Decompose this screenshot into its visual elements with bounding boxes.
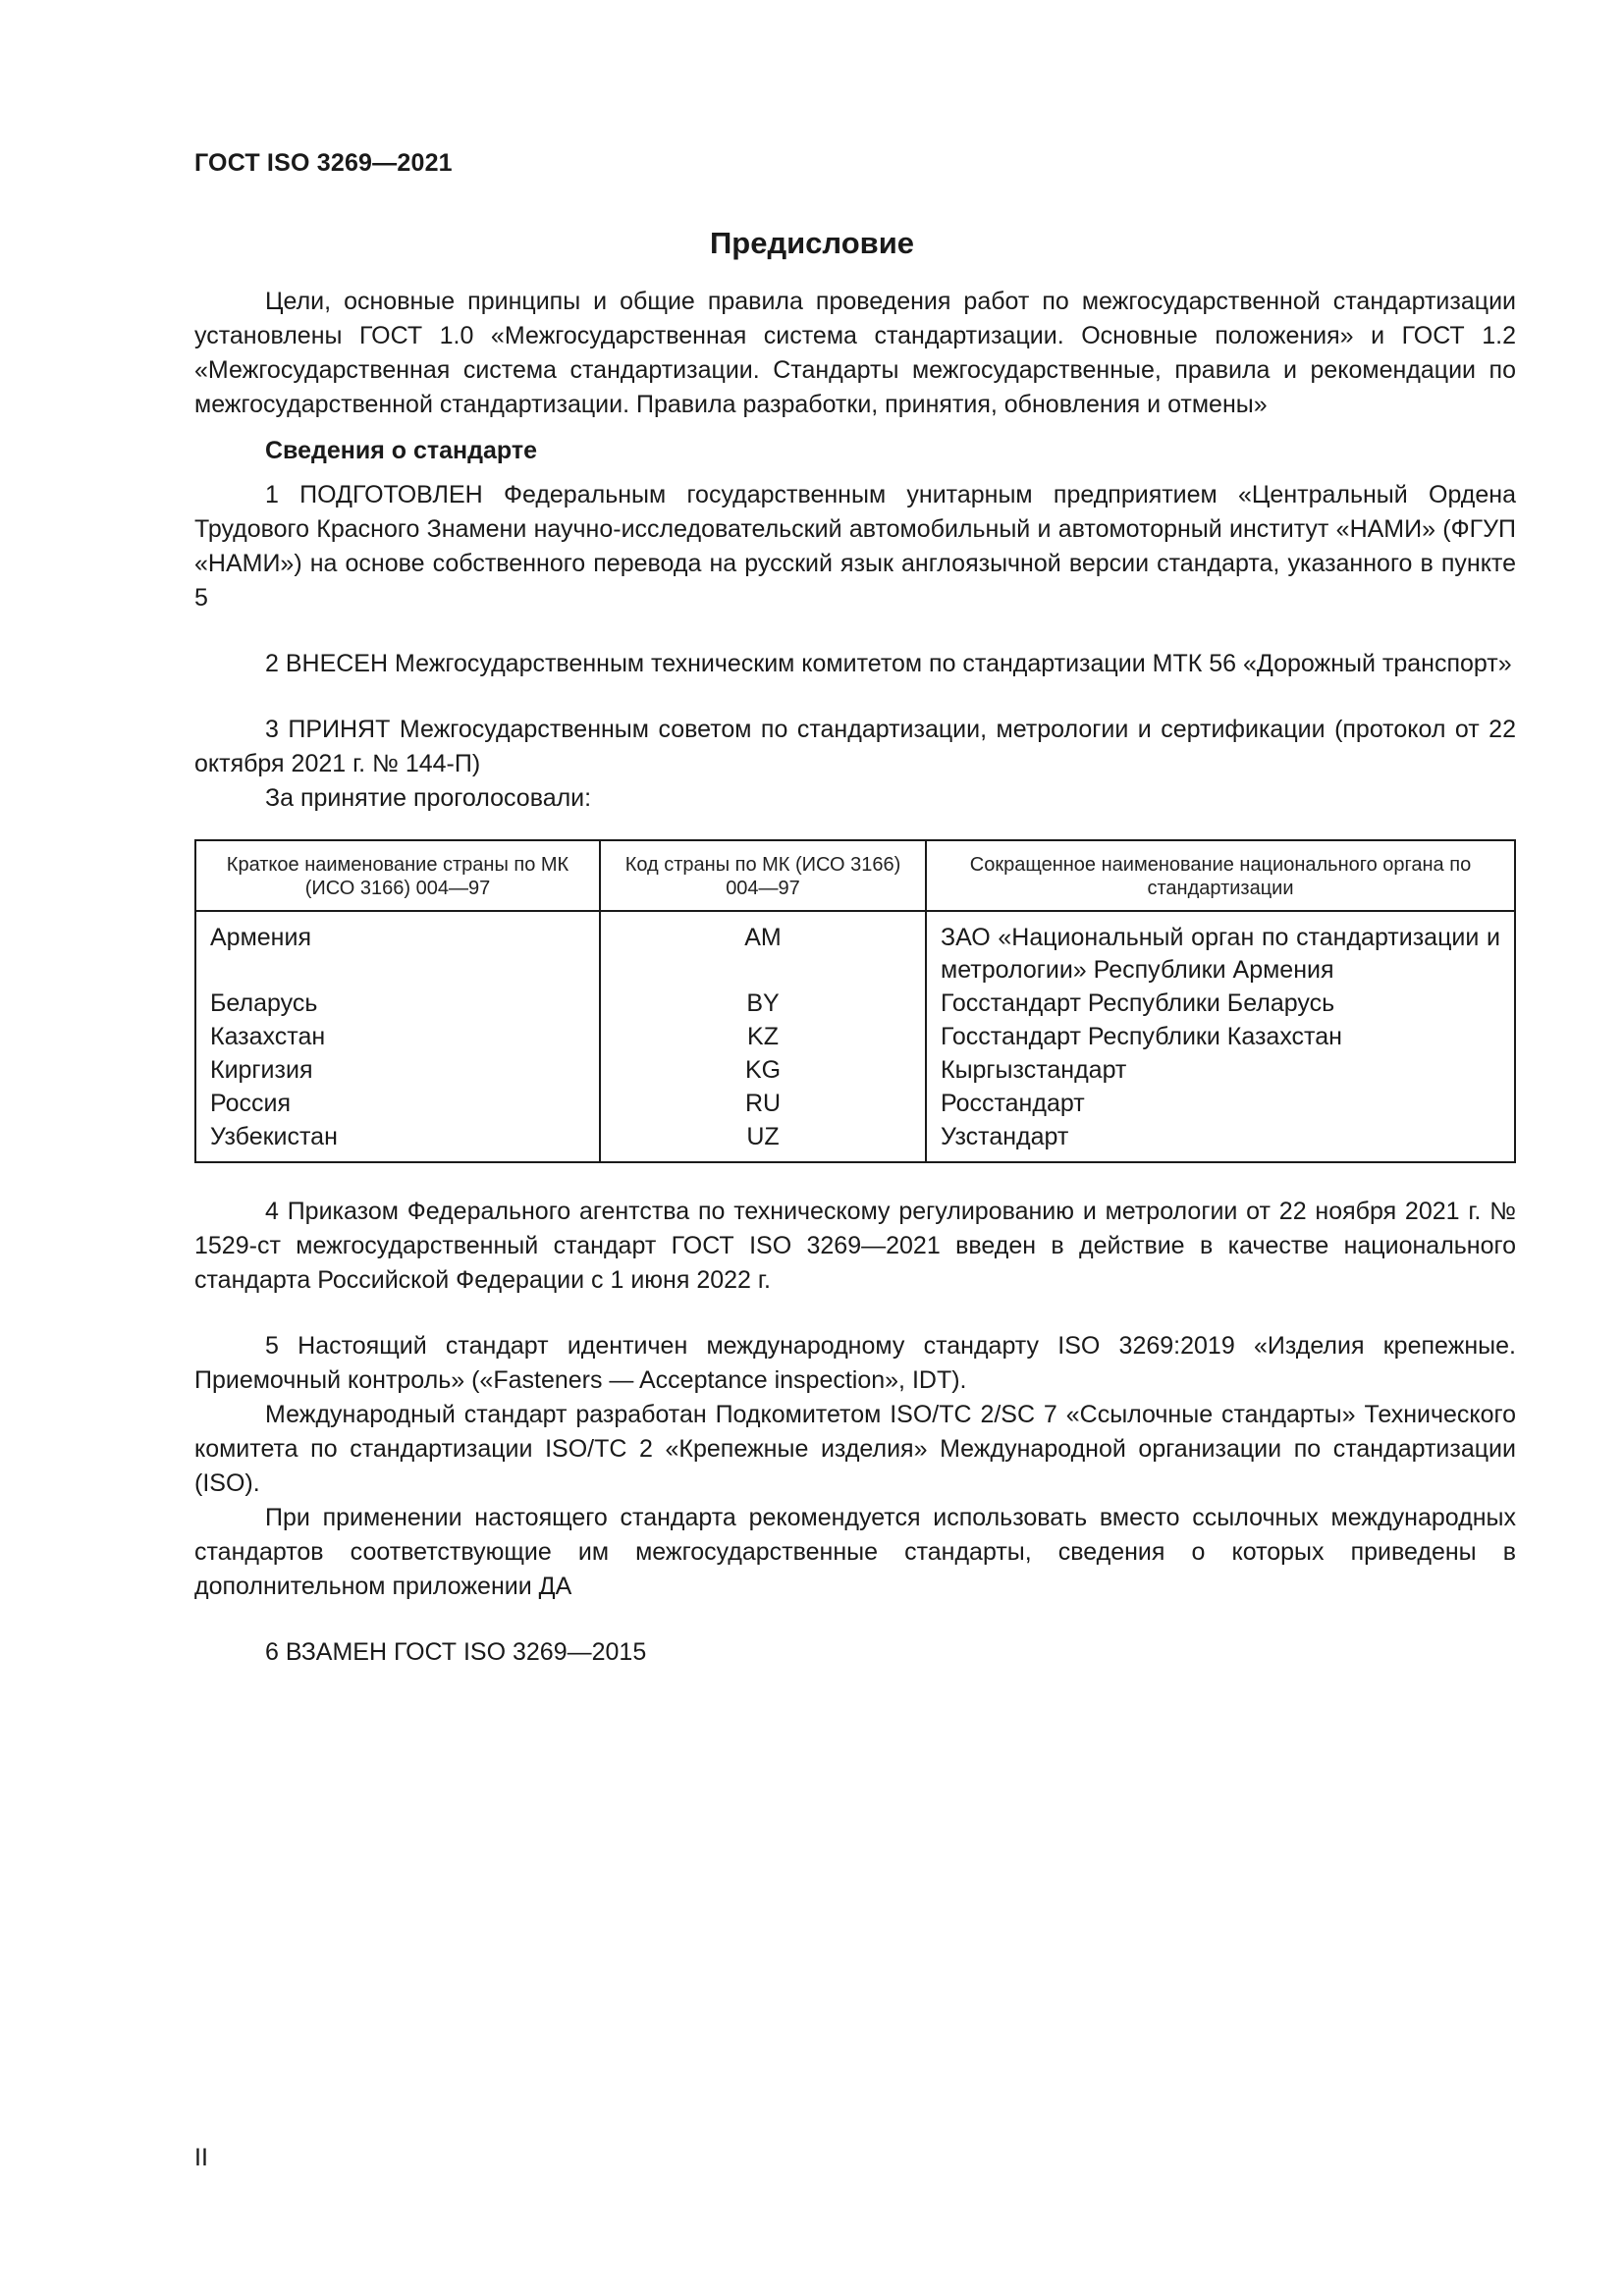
item-1-paragraph: 1 ПОДГОТОВЛЕН Федеральным государственным унитарным предприятием «Центральный Ордена Трудового Красного Знамени научно-исследовательский автомобильный и автомоторный институт «НАМИ» (ФГУП «НАМИ») на основе собственного перевода на русский язык англоязычной версии стандарта, указанного в пункте 5 — [194, 481, 1516, 612]
item-4-paragraph: 4 Приказом Федерального агентства по техническому регулированию и метрологии от 22 ноября 2021 г. № 1529-ст межгосударственный стандарт ГОСТ ISO 3269—2021 введен в действие в качестве национального стандарта Российской Федерации с 1 июня 2022 г. — [194, 1198, 1516, 1294]
org-cell: Узстандарт — [926, 1120, 1515, 1162]
table-row — [195, 1020, 1515, 1053]
country-cell: Беларусь — [195, 987, 600, 1020]
table-row — [195, 911, 1515, 987]
page-number: II — [194, 2144, 208, 2171]
org-cell: Кыргызстандарт — [926, 1053, 1515, 1087]
table-header-code: Код страны по МК (ИСО 3166) 004—97 — [600, 840, 926, 911]
org-cell: Росстандарт — [926, 1087, 1515, 1120]
code-cell: KZ — [600, 1020, 926, 1053]
code-cell: AM — [600, 911, 926, 987]
table-header-org: Сокращенное наименование национального органа по стандартизации — [926, 840, 1515, 911]
org-cell: Госстандарт Республики Беларусь — [926, 987, 1515, 1020]
code-cell: BY — [600, 987, 926, 1020]
country-cell: Казахстан — [195, 1020, 600, 1053]
table-row — [195, 987, 1515, 1020]
table-header-country: Краткое наименование страны по МК (ИСО 3166) 004—97 — [195, 840, 600, 911]
country-cell: Узбекистан — [195, 1120, 600, 1162]
item-5-paragraph-2: Международный стандарт разработан Подкомитетом ISO/TC 2/SC 7 «Ссылочные стандарты» Технического комитета по стандартизации ISO/TC 2 «Крепежные изделия» Международной организации по стандартизации (ISO). — [194, 1401, 1516, 1497]
country-cell: Россия — [195, 1087, 600, 1120]
preface-content — [194, 285, 1516, 1670]
item-2-paragraph: 2 ВНЕСЕН Межгосударственным техническим комитетом по стандартизации МТК 56 «Дорожный транспорт» — [265, 650, 1512, 677]
country-cell: Киргизия — [195, 1053, 600, 1087]
org-cell: Госстандарт Республики Казахстан — [926, 1020, 1515, 1053]
table-row — [195, 1120, 1515, 1162]
intro-paragraph: Цели, основные принципы и общие правила проведения работ по межгосударственной стандартизации установлены ГОСТ 1.0 «Межгосударственная система стандартизации. Основные положения» и ГОСТ 1.2 «Межгосударственная система стандартизации. Стандарты межгосударственные, правила и рекомендации по межгосударственной стандартизации. Правила разработки, принятия, обновления и отмены» — [194, 288, 1516, 418]
item-3-paragraph: 3 ПРИНЯТ Межгосударственным советом по стандартизации, метрологии и сертификации (протокол от 22 октября 2021 г. № 144-П) — [194, 716, 1516, 777]
page-title: Предисловие — [709, 226, 914, 260]
item-6-paragraph: 6 ВЗАМЕН ГОСТ ISO 3269—2015 — [265, 1638, 647, 1666]
voting-countries-table — [194, 839, 1516, 1163]
table-row — [195, 1053, 1515, 1087]
item-3-votes-label: За принятие проголосовали: — [265, 784, 592, 812]
table-header-row — [195, 840, 1515, 911]
item-5-paragraph-3: При применении настоящего стандарта рекомендуется использовать вместо ссылочных международных стандартов соответствующие им межгосударственные стандарты, сведения о которых приведены в дополнительном приложении ДА — [194, 1504, 1516, 1600]
table-row — [195, 1087, 1515, 1120]
org-cell: ЗАО «Национальный орган по стандартизации и метрологии» Республики Армения — [926, 911, 1515, 987]
document-code-header: ГОСТ ISO 3269—2021 — [194, 149, 453, 177]
item-5-paragraph: 5 Настоящий стандарт идентичен международному стандарту ISO 3269:2019 «Изделия крепежные. Приемочный контроль» («Fasteners — Acceptance inspection», IDT). — [194, 1332, 1516, 1394]
section-heading: Сведения о стандарте — [265, 437, 538, 464]
country-cell: Армения — [195, 911, 600, 987]
code-cell: RU — [600, 1087, 926, 1120]
code-cell: KG — [600, 1053, 926, 1087]
code-cell: UZ — [600, 1120, 926, 1162]
